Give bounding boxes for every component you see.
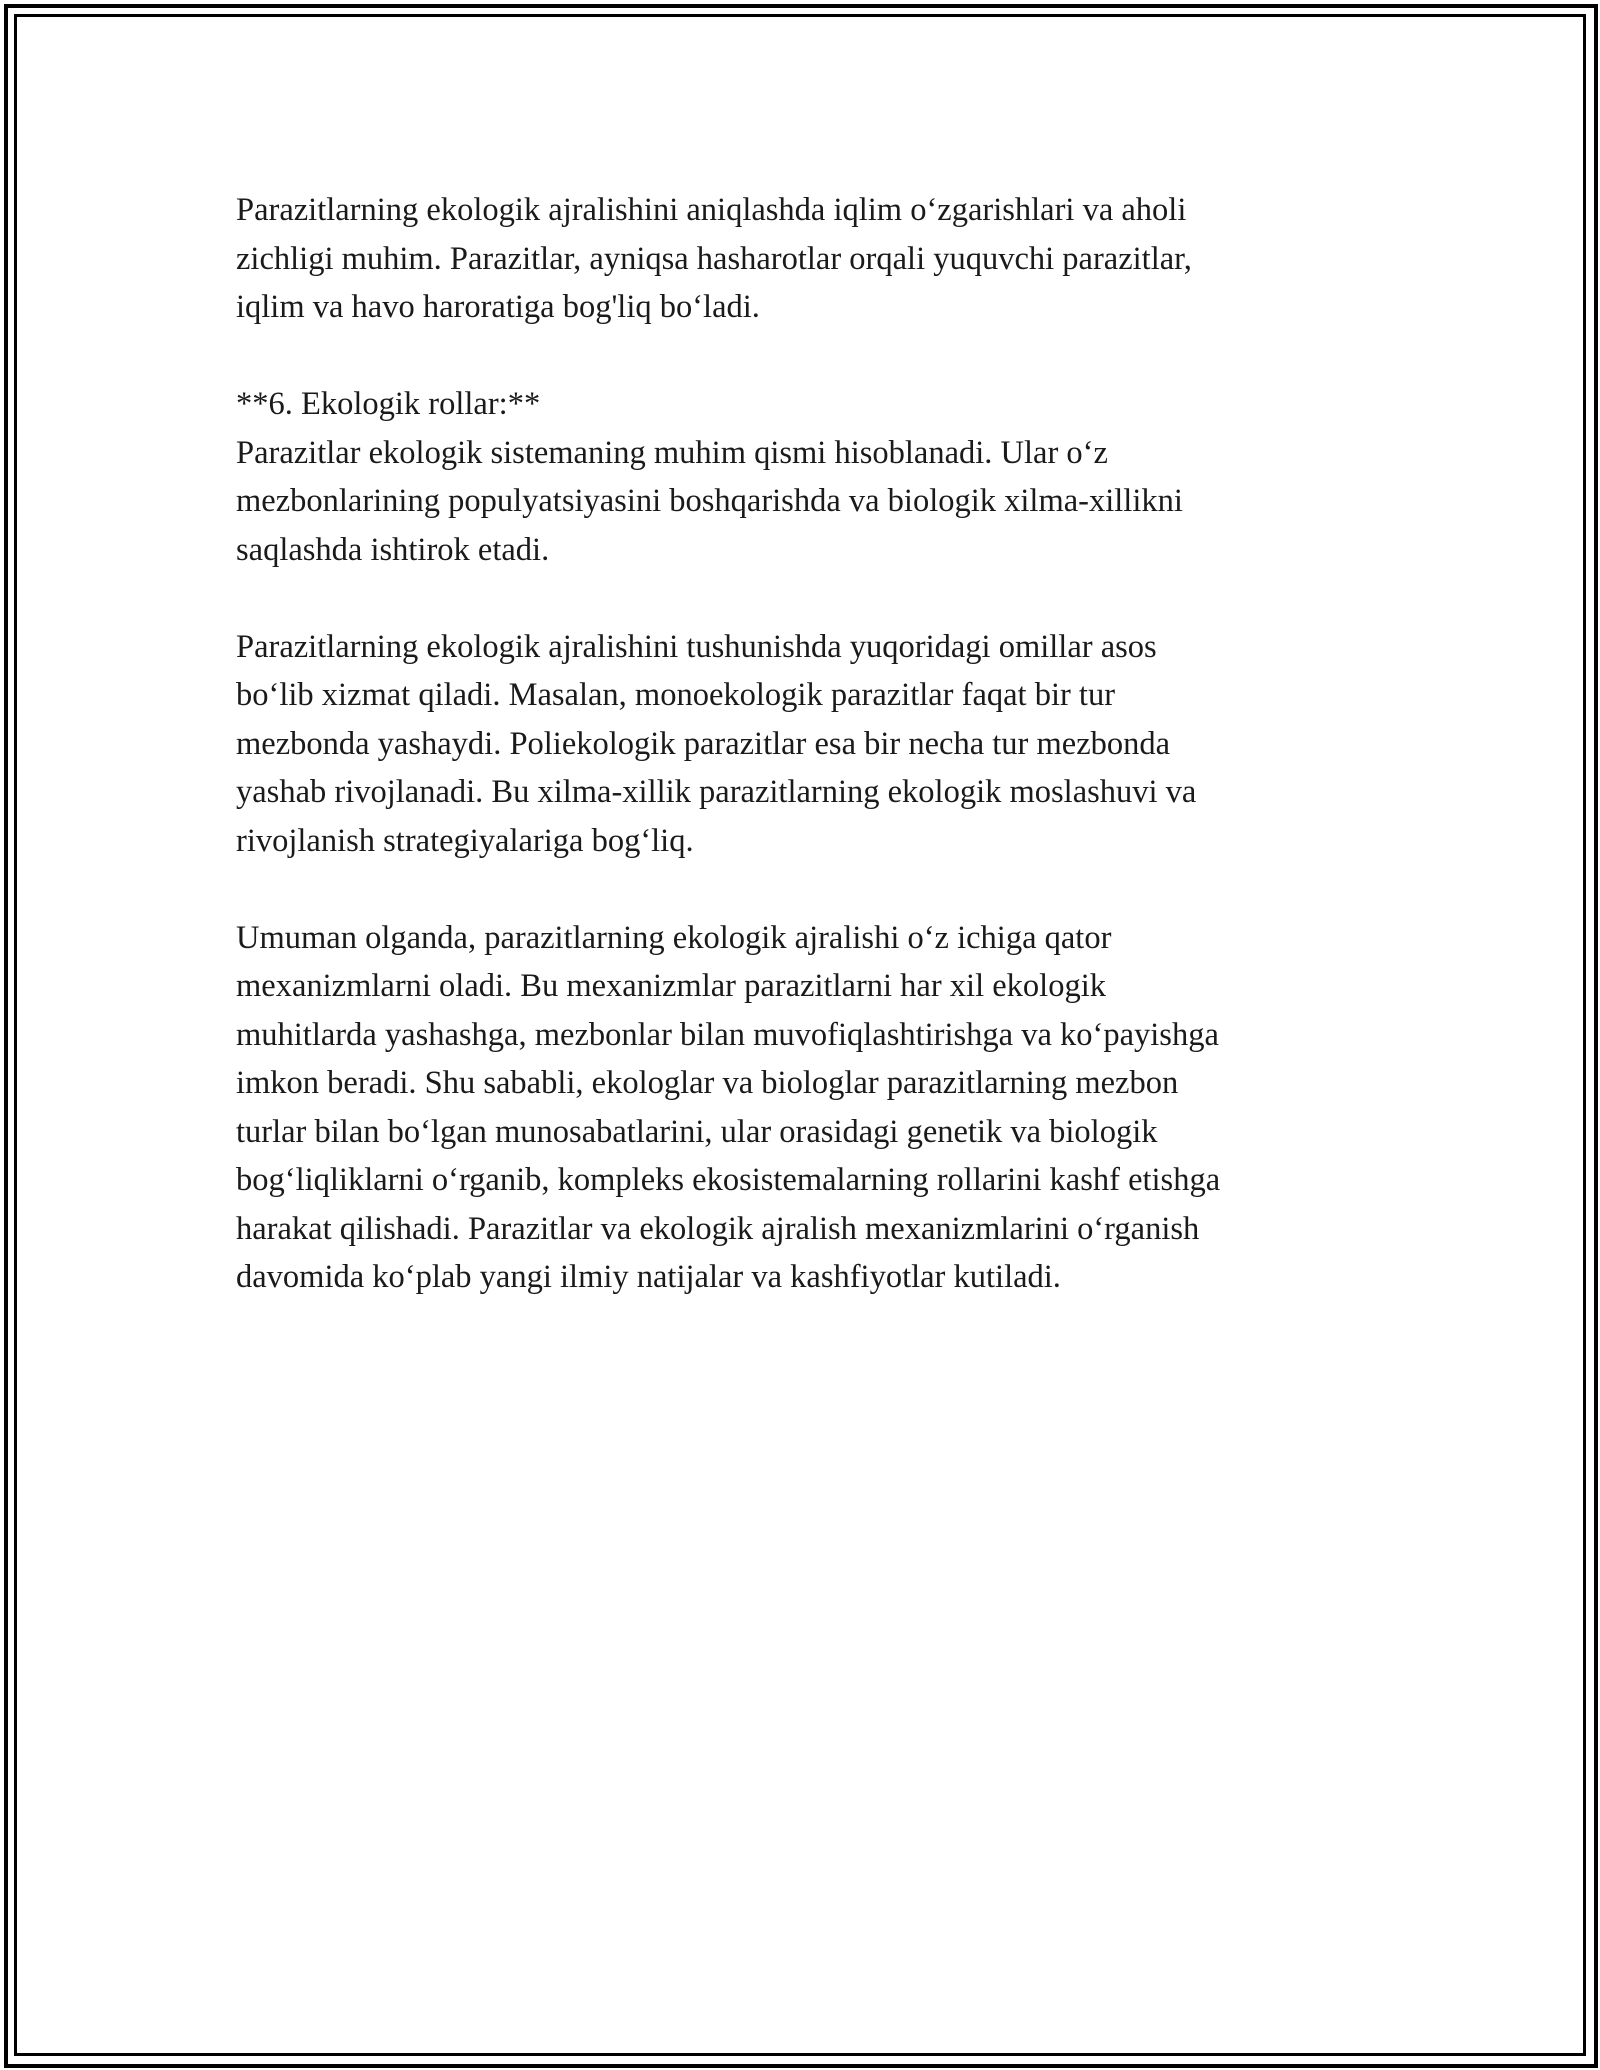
text-line: harakat qilishadi. Parazitlar va ekologik ajralish mexanizmlarini o‘rganish bbox=[236, 1210, 1200, 1247]
text-line: rivojlanish strategiyalariga bog‘liq. bbox=[236, 822, 694, 859]
section-heading: **6. Ekologik rollar:** bbox=[236, 386, 541, 422]
text-line: mezbonlarining populyatsiyasini boshqarishda va biologik xilma-xillikni bbox=[236, 483, 1183, 519]
text-line: Parazitlar ekologik sistemaning muhim qismi hisoblanadi. Ular o‘z bbox=[236, 434, 1108, 471]
paragraph-factors bbox=[236, 623, 1364, 866]
text-line: yashab rivojlanadi. Bu xilma-xillik parazitlarning ekologik moslashuvi va bbox=[236, 774, 1197, 810]
text-line: davomida ko‘plab yangi ilmiy natijalar va kashfiyotlar kutiladi. bbox=[236, 1259, 1061, 1295]
text-line: iqlim va havo haroratiga bog'liq bo‘ladi. bbox=[236, 289, 760, 325]
document-body bbox=[236, 186, 1364, 1350]
text-line: imkon beradi. Shu sababli, ekologlar va biologlar parazitlarning mezbon bbox=[236, 1065, 1179, 1101]
text-line: mexanizmlarni oladi. Bu mexanizmlar parazitlarni har xil ekologik bbox=[236, 968, 1106, 1004]
text-line: muhitlarda yashashga, mezbonlar bilan muvofiqlashtirishga va ko‘payishga bbox=[236, 1016, 1219, 1053]
text-line: mezbonda yashaydi. Poliekologik parazitlar esa bir necha tur mezbonda bbox=[236, 725, 1171, 762]
text-line: Parazitlarning ekologik ajralishini tushunishda yuqoridagi omillar asos bbox=[236, 628, 1157, 665]
text-line: saqlashda ishtirok etadi. bbox=[236, 531, 550, 568]
text-line: bog‘liqliklarni o‘rganib, kompleks ekosistemalarning rollarini kashf etishga bbox=[236, 1162, 1221, 1198]
text-line: turlar bilan bo‘lgan munosabatlarini, ular orasidagi genetik va biologik bbox=[236, 1113, 1158, 1150]
text-line: zichligi muhim. Parazitlar, ayniqsa hasharotlar orqali yuquvchi parazitlar, bbox=[236, 240, 1192, 277]
paragraph-climate bbox=[236, 186, 1364, 332]
paragraph-ecological-roles bbox=[236, 380, 1364, 574]
text-line: Parazitlarning ekologik ajralishini aniqlashda iqlim o‘zgarishlari va aholi bbox=[236, 192, 1187, 228]
text-line: bo‘lib xizmat qiladi. Masalan, monoekologik parazitlar faqat bir tur bbox=[236, 677, 1116, 713]
text-line: Umuman olganda, parazitlarning ekologik ajralishi o‘z ichiga qator bbox=[236, 919, 1112, 956]
paragraph-conclusion bbox=[236, 914, 1364, 1302]
